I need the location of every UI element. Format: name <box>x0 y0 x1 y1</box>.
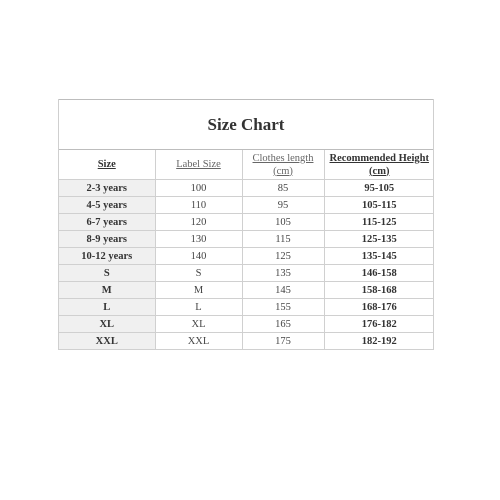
cell-clothes-length: 155 <box>242 299 324 316</box>
cell-recommended-height: 135-145 <box>324 248 434 265</box>
cell-label-size: 110 <box>155 197 242 214</box>
cell-recommended-height: 158-168 <box>324 282 434 299</box>
cell-size: M <box>59 282 155 299</box>
size-chart <box>58 99 434 350</box>
cell-label-size: 130 <box>155 231 242 248</box>
cell-recommended-height: 182-192 <box>324 333 434 350</box>
cell-clothes-length: 115 <box>242 231 324 248</box>
table-row <box>59 265 434 282</box>
cell-recommended-height: 125-135 <box>324 231 434 248</box>
table-row <box>59 333 434 350</box>
table-row <box>59 214 434 231</box>
cell-label-size: S <box>155 265 242 282</box>
size-table <box>59 150 434 350</box>
table-row <box>59 316 434 333</box>
table-row <box>59 299 434 316</box>
header-row <box>59 150 434 180</box>
cell-label-size: M <box>155 282 242 299</box>
cell-label-size: XXL <box>155 333 242 350</box>
table-row <box>59 231 434 248</box>
cell-size: 8-9 years <box>59 231 155 248</box>
cell-size: XL <box>59 316 155 333</box>
table-row <box>59 282 434 299</box>
cell-size: XXL <box>59 333 155 350</box>
cell-clothes-length: 165 <box>242 316 324 333</box>
header-size: Size <box>59 150 155 180</box>
table-body <box>59 180 434 350</box>
chart-title: Size Chart <box>207 114 285 134</box>
header-label-size: Label Size <box>155 150 242 180</box>
cell-clothes-length: 85 <box>242 180 324 197</box>
cell-label-size: L <box>155 299 242 316</box>
cell-size: 10-12 years <box>59 248 155 265</box>
cell-clothes-length: 125 <box>242 248 324 265</box>
cell-size: 6-7 years <box>59 214 155 231</box>
cell-recommended-height: 105-115 <box>324 197 434 214</box>
table-row <box>59 197 434 214</box>
cell-recommended-height: 168-176 <box>324 299 434 316</box>
cell-label-size: 120 <box>155 214 242 231</box>
cell-size: S <box>59 265 155 282</box>
header-clothes-length: Clothes length (cm) <box>242 150 324 180</box>
header-recommended-height: Recommended Height (cm) <box>324 150 434 180</box>
cell-clothes-length: 135 <box>242 265 324 282</box>
cell-recommended-height: 176-182 <box>324 316 434 333</box>
cell-recommended-height: 115-125 <box>324 214 434 231</box>
cell-clothes-length: 145 <box>242 282 324 299</box>
cell-size: 2-3 years <box>59 180 155 197</box>
cell-clothes-length: 95 <box>242 197 324 214</box>
cell-size: L <box>59 299 155 316</box>
table-row <box>59 180 434 197</box>
table-row <box>59 248 434 265</box>
cell-recommended-height: 146-158 <box>324 265 434 282</box>
cell-label-size: 100 <box>155 180 242 197</box>
cell-label-size: 140 <box>155 248 242 265</box>
cell-clothes-length: 105 <box>242 214 324 231</box>
cell-label-size: XL <box>155 316 242 333</box>
cell-clothes-length: 175 <box>242 333 324 350</box>
cell-size: 4-5 years <box>59 197 155 214</box>
title-box <box>59 99 433 150</box>
cell-recommended-height: 95-105 <box>324 180 434 197</box>
